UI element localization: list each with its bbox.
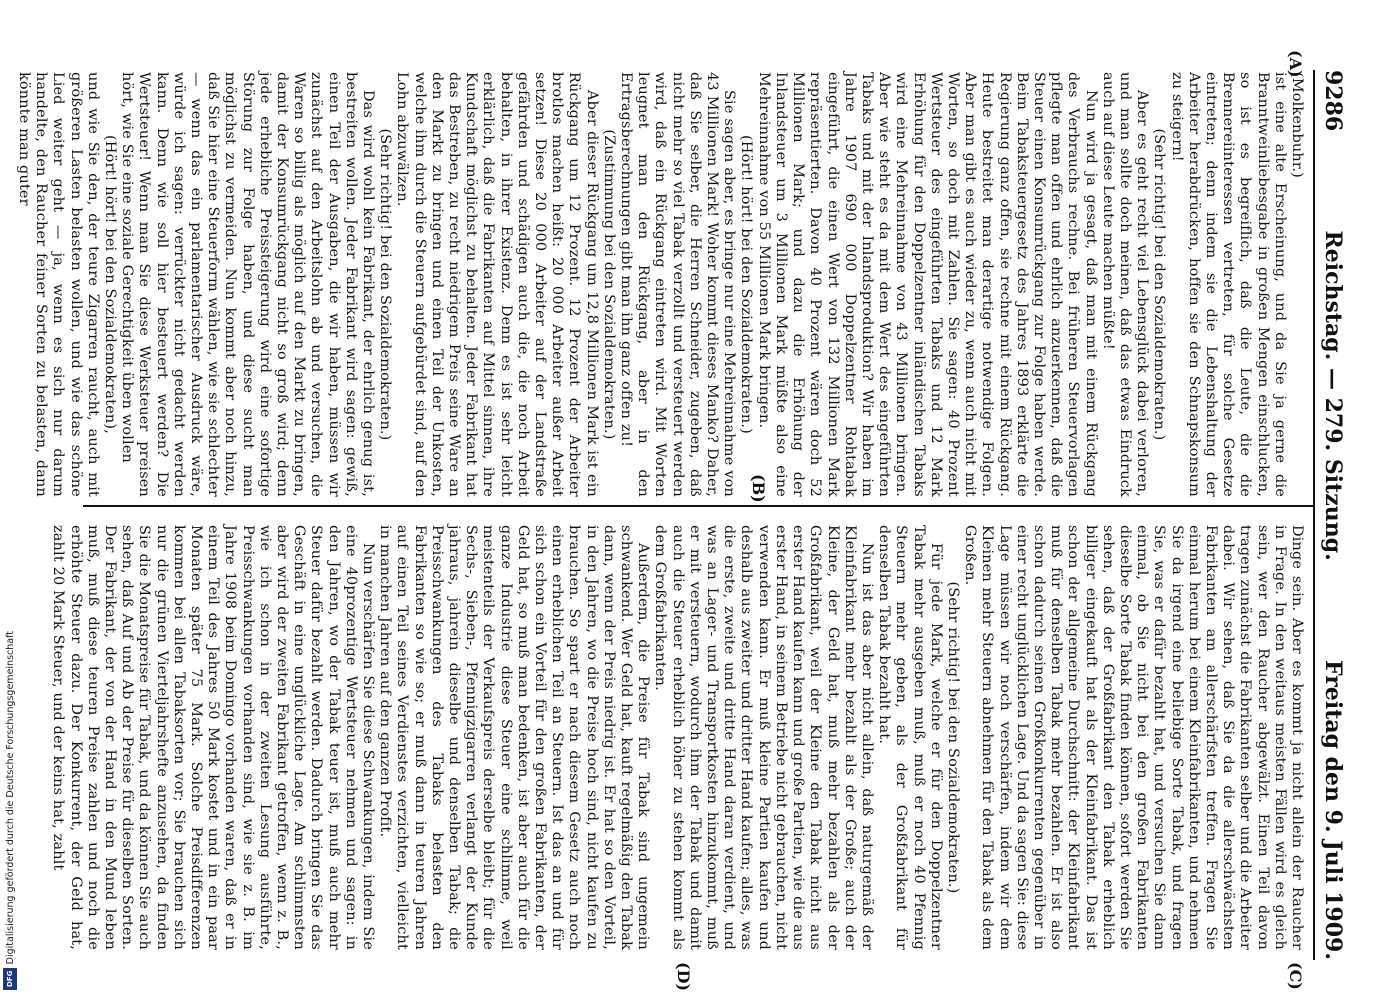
paragraph: Sie sagen aber, es bringe nur eine Mehreinnahme von 43 Millionen Mark! Woher kommt dieses Manko? Daher, daß Sie selber, die Herren Schneider, zugeben, daß nicht mehr so viel Tabak verzollt und versteuert werden wird, daß ein Rückgang eintreten wird. Mit Worten leugnet man den Rückgang, aber in den Ertragsberechnungen gibt man ihn ganz offen zu! [618,72,738,497]
paragraph: Nun verschärfen Sie diese Schwankungen, indem Sie eine 40prozentige Wertsteuer nehmen und sagen: in den Jahren, wo der Tabak teuer ist, muß auch mehr Steuer dafür bezahlt werden. Dadurch bringen Sie das Geschäft in eine unglückliche Lage. Am schlimmsten aber wird der zweiten Fabrikant getroffen, wenn z. B., wie ich schon in der zweiten Lesung ausführte, Preisschwankungen vorhanden sind, wie sie z. B. im Jahre 1908 beim Domingo vorhanden waren, daß er in einem Teil des Jahres 50 Mark kostet und in ein paar Monaten später 75 Mark. Solche Preisdifferenzen kommen bei allen Tabaksorten vor; Sie brauchen sich nur die grünen Vierteljahrshefte anzusehen, da finden Sie die Monatspreise für Tabak, und da können Sie auch sehen, daß Auf und Ab der Preise für dieselben Sorten. Der Fabrikant, der von der Hand in den Mund leben muß, muß diese teuren Preise zahlen und noch die erhöhte Steuer dazu. Der Konkurrent, der Geld hat, zahlt 20 Mark Steuer, und der keins hat, zahlt [50,525,377,950]
dfg-logo-icon: DFG [3,968,17,990]
paragraph: Außerdem, die Preise für Tabak sind ungemein schwankend. Wer Geld hat, kauft regelmäßig den Tabak dann, wenn der Preis niedrig ist. Er hat so den Vorteil, in den Jahren, wo die Preise hoch sind, nicht kaufen zu brauchen. So spart er nach diesem Gesetz auch noch einen erheblichen Teil an Steuern. Ist das an und für sich schon ein Vorteil für den großen Fabrikanten, der Geld hat, so muß man bedenken, ist aber auch für die ganze Industrie diese Steuer eine schlimme, weil meistenteils der Verkaufspreis derselbe bleibt; für die Sechs-, Sieben-, Pfennigzigarren verlangt der Kunde jahraus, jahrein dieselbe und denselben Tabak; die Preisschwankungen des Tabaks belasten den Fabrikanten so wie so; er muß dann in teuren Jahren auf einen Teil seines Verdienstes verzichten, vielleicht in manchen Jahren auf den ganzen Profit. [377,525,652,950]
page-header [1313,70,1353,960]
column-divider [83,505,1313,507]
page-date: Freitag den 9. Juli 1909. [1320,660,1346,960]
paragraph: Nun ist das aber nicht allein, daß naturgemäß der Kleinfabrikant mehr bezahlt als der Große; auch der Kleine, der Geld hat, muß mehr bezahlen als der Großfabrikant, weil der Kleine den Tabak nicht aus erster Hand kaufen kann und große Partien, wie die aus erster Hand, in seinem Betriebe nicht gebrauchen, nicht verwenden kann. Er muß kleine Partien kaufen und deshalb aus zweiter und dritter Hand kaufen; alles, was die erste, zweite und dritte Hand daran verdient, und was an Lager- und Transportkosten hinzukommt, muß er mit versteuern, wodurch ihm der Tabak und damit auch die Steuer erheblich höher zu stehen kommt als dem Großfabrikanten. [652,525,875,950]
interjection: (Hört! hört! bei den Sozialdemokraten), [101,135,118,434]
interjection: (Sehr richtig! bei den Sozialdemokraten.) [1151,128,1168,441]
paragraph: Das wird wohl kein Fabrikant, der ehrlich genug ist, bestreiten wollen. Jeder Fabrikant wird sagen: gewiß, einen Teil der Ausgaben, die wir haben, müssen wir zunächst auf den Arbeitslohn ab und versuchen, die Waren so billig als möglich auf den Markt zu bringen, damit der Konsumrückgang nicht so groß wird; denn jede erhebliche Preissteigerung wird eine sofortige Störung zur Folge haben, und diese sucht man möglichst zu vermeiden. Nun kommt aber noch hinzu, daß Sie hier eine Steuerform wählen, wie sie schlechter — wenn das ein parlamentarischer Ausdruck wäre, würde ich sagen: verrückter nicht gedacht werden kann. Denn wie soll hier besteuert werden? Die Wertsteuer! Wenn man Sie diese Werksteuer preisen hört, wie Sie eine soziale Gerechtigkeit üben wollen [119,72,377,497]
right-text-column [50,525,1305,950]
interjection: (Sehr richtig! bei den Sozialdemokraten.) [377,128,394,441]
dfg-credit [2,600,18,990]
interjection: (Sehr richtig! bei den Sozialdemokraten.) [944,581,961,894]
paragraph: Für jede Mark, welche er für den Doppelzentner Tabak mehr ausgeben muß, muß er noch 40 Pfennig Steuern mehr geben, als der Großfabrikant für denselben Tabak bezahlt hat. [876,525,944,950]
paragraph: Nun wird ja gesagt, daß man mit einem Rückgang des Verbrauchs rechne. Bei früheren Steuervorlagen pflegte man offen und ehrlich anzuerkennen, daß die Steuer einen Konsumrückgang zur Folge haben werde. Beim Tabaksteuergesetz des Jahres 1893 erklärte die Regierung ganz offen, sie rechne mit einem Rückgang. Heute bestreitet man derartige notwendige Folgen. Aber man gibt es auch wieder zu, wenn auch nicht mit Worten, so doch mit Zahlen. Sie sagen: 40 Prozent Wertsteuer des eingeführten Tabaks und 12 Mark Erhöhung für den Doppelzentner inländischen Tabaks wird eine Mehreinnahme von 43 Millionen bringen. Aber wie steht es da mit dem Wert des eingeführten Tabaks und mit der Inlandsproduktion? Wir haben im Jahre 1907 690 000 Doppelzentner Rohtabak eingeführt, die einen Wert von 132 Millionen Mark repräsentierten. Davon 40 Prozent wären doch 52 Millionen Mark; und dazu die Erhöhung der Inlandsteuer um 3 Millionen Mark müßte also eine Mehreinnahme von 55 Millionen Mark bringen. [755,72,1099,497]
credit-text: Digitalisierung gefördert durch die Deutsche Forschungsgemeinschaft [4,630,16,964]
paragraph: Aber dieser Rückgang um 12,8 Millionen Mark ist ein Rückgang um 12 Prozent. 12 Prozent der Arbeiter brotlos machen heißt: 20 000 Arbeiter außer Arbeit setzen! Diese 20 000 Arbeiter auf der Landstraße gefährden und schädigen auch die, die noch Arbeit behalten, in ihrer Existenz. Denn es ist sehr leicht erklärlich, daß die Fabrikanten auf Mittel sinnen, ihre Kundschaft möglichst zu behalten. Jeder Fabrikant hat das Bestreben, zu recht niedrigem Preis seine Ware an den Markt zu bringen und einen Teil der Unkosten, welche ihm durch die Steuern aufgebürdet sind, auf den Lohn abzuwälzen. [394,72,600,497]
paragraph: und wie Sie den, der teure Zigarren raucht, auch mit größeren Lasten belasten wollen, und wie das schöne Lied weiter geht — ja, wenn es sich nur darum handelte, den Raucher feiner Sorten zu belasten, dann könnte man guter [15,72,101,497]
margin-marker-c: (C) [1286,962,1305,990]
page-number: 9286 [1320,70,1346,132]
header-rule [1313,70,1315,960]
interjection: (Zustimmung bei den Sozialdemokraten.) [600,129,617,440]
interjection: (Hört! hört! bei den Sozialdemokraten.) [738,135,755,434]
margin-marker-a: (A) [1286,50,1305,78]
paragraph: (Molkenbuhr.) [1289,72,1305,178]
margin-marker-d: (D) [674,962,693,992]
paragraph: Aber es geht recht viel Lebensglück dabei verloren, und man sollte doch meinen, daß das etwas Eindruck auch auf diese Leute machen müßte! [1099,72,1151,497]
page-title: Reichstag. — 279. Sitzung. [1320,230,1346,561]
paragraph: ist eine alte Erscheinung, und da Sie ja gerne die Branntweinliebesgabe in großen Mengen einschlucken, so ist es begreiflich, daß die Leute, die die Brennereiinteressen vertreten, für solche Gesetze eintreten; denn indem sie die Lebenshaltung der Arbeiter herabdrücken, hoffen sie den Schnapskonsum zu steigern! [1168,72,1288,497]
left-text-column [15,72,1305,497]
paragraph: Dinge sein. Aber es kommt ja nicht allein der Raucher in Frage. In den weitaus meisten Fällen wird es gleich sein, wer den Raucher abgewälzt. Einen Teil davon tragen zunächst die Fabrikanten selber und die Arbeiter dabei. Wir sehen, daß Sie da die allerschwächsten Fabrikanten am allerschärfsten treffen. Fragen Sie einmal herum bei einem Kleinfabrikanten, und nehmen Sie da irgend eine beliebige Sorte Tabak, und fragen Sie, was er dafür bezahlt hat, und versuchen Sie dann einmal, ob Sie nicht bei den großen Fabrikanten dieselbe Sorte Tabak finden können, sofort werden Sie sehen, daß der Großfabrikant den Tabak erheblich billiger eingekauft hat als der Kleinfabrikant. Das ist schon der allgemeine Durchschnitt: der Kleinfabrikant muß für denselben Tabak mehr bezahlen. Er ist also schon dadurch seinen Großkonkurrenten gegenüber in einer recht unglücklichen Lage. Und da sagen Sie: diese Lage müssen wir noch verschärfen, indem wir dem Kleinen mehr Steuern abnehmen für den Tabak als dem Großen. [962,525,1305,950]
margin-marker-b: (B) [749,474,768,503]
